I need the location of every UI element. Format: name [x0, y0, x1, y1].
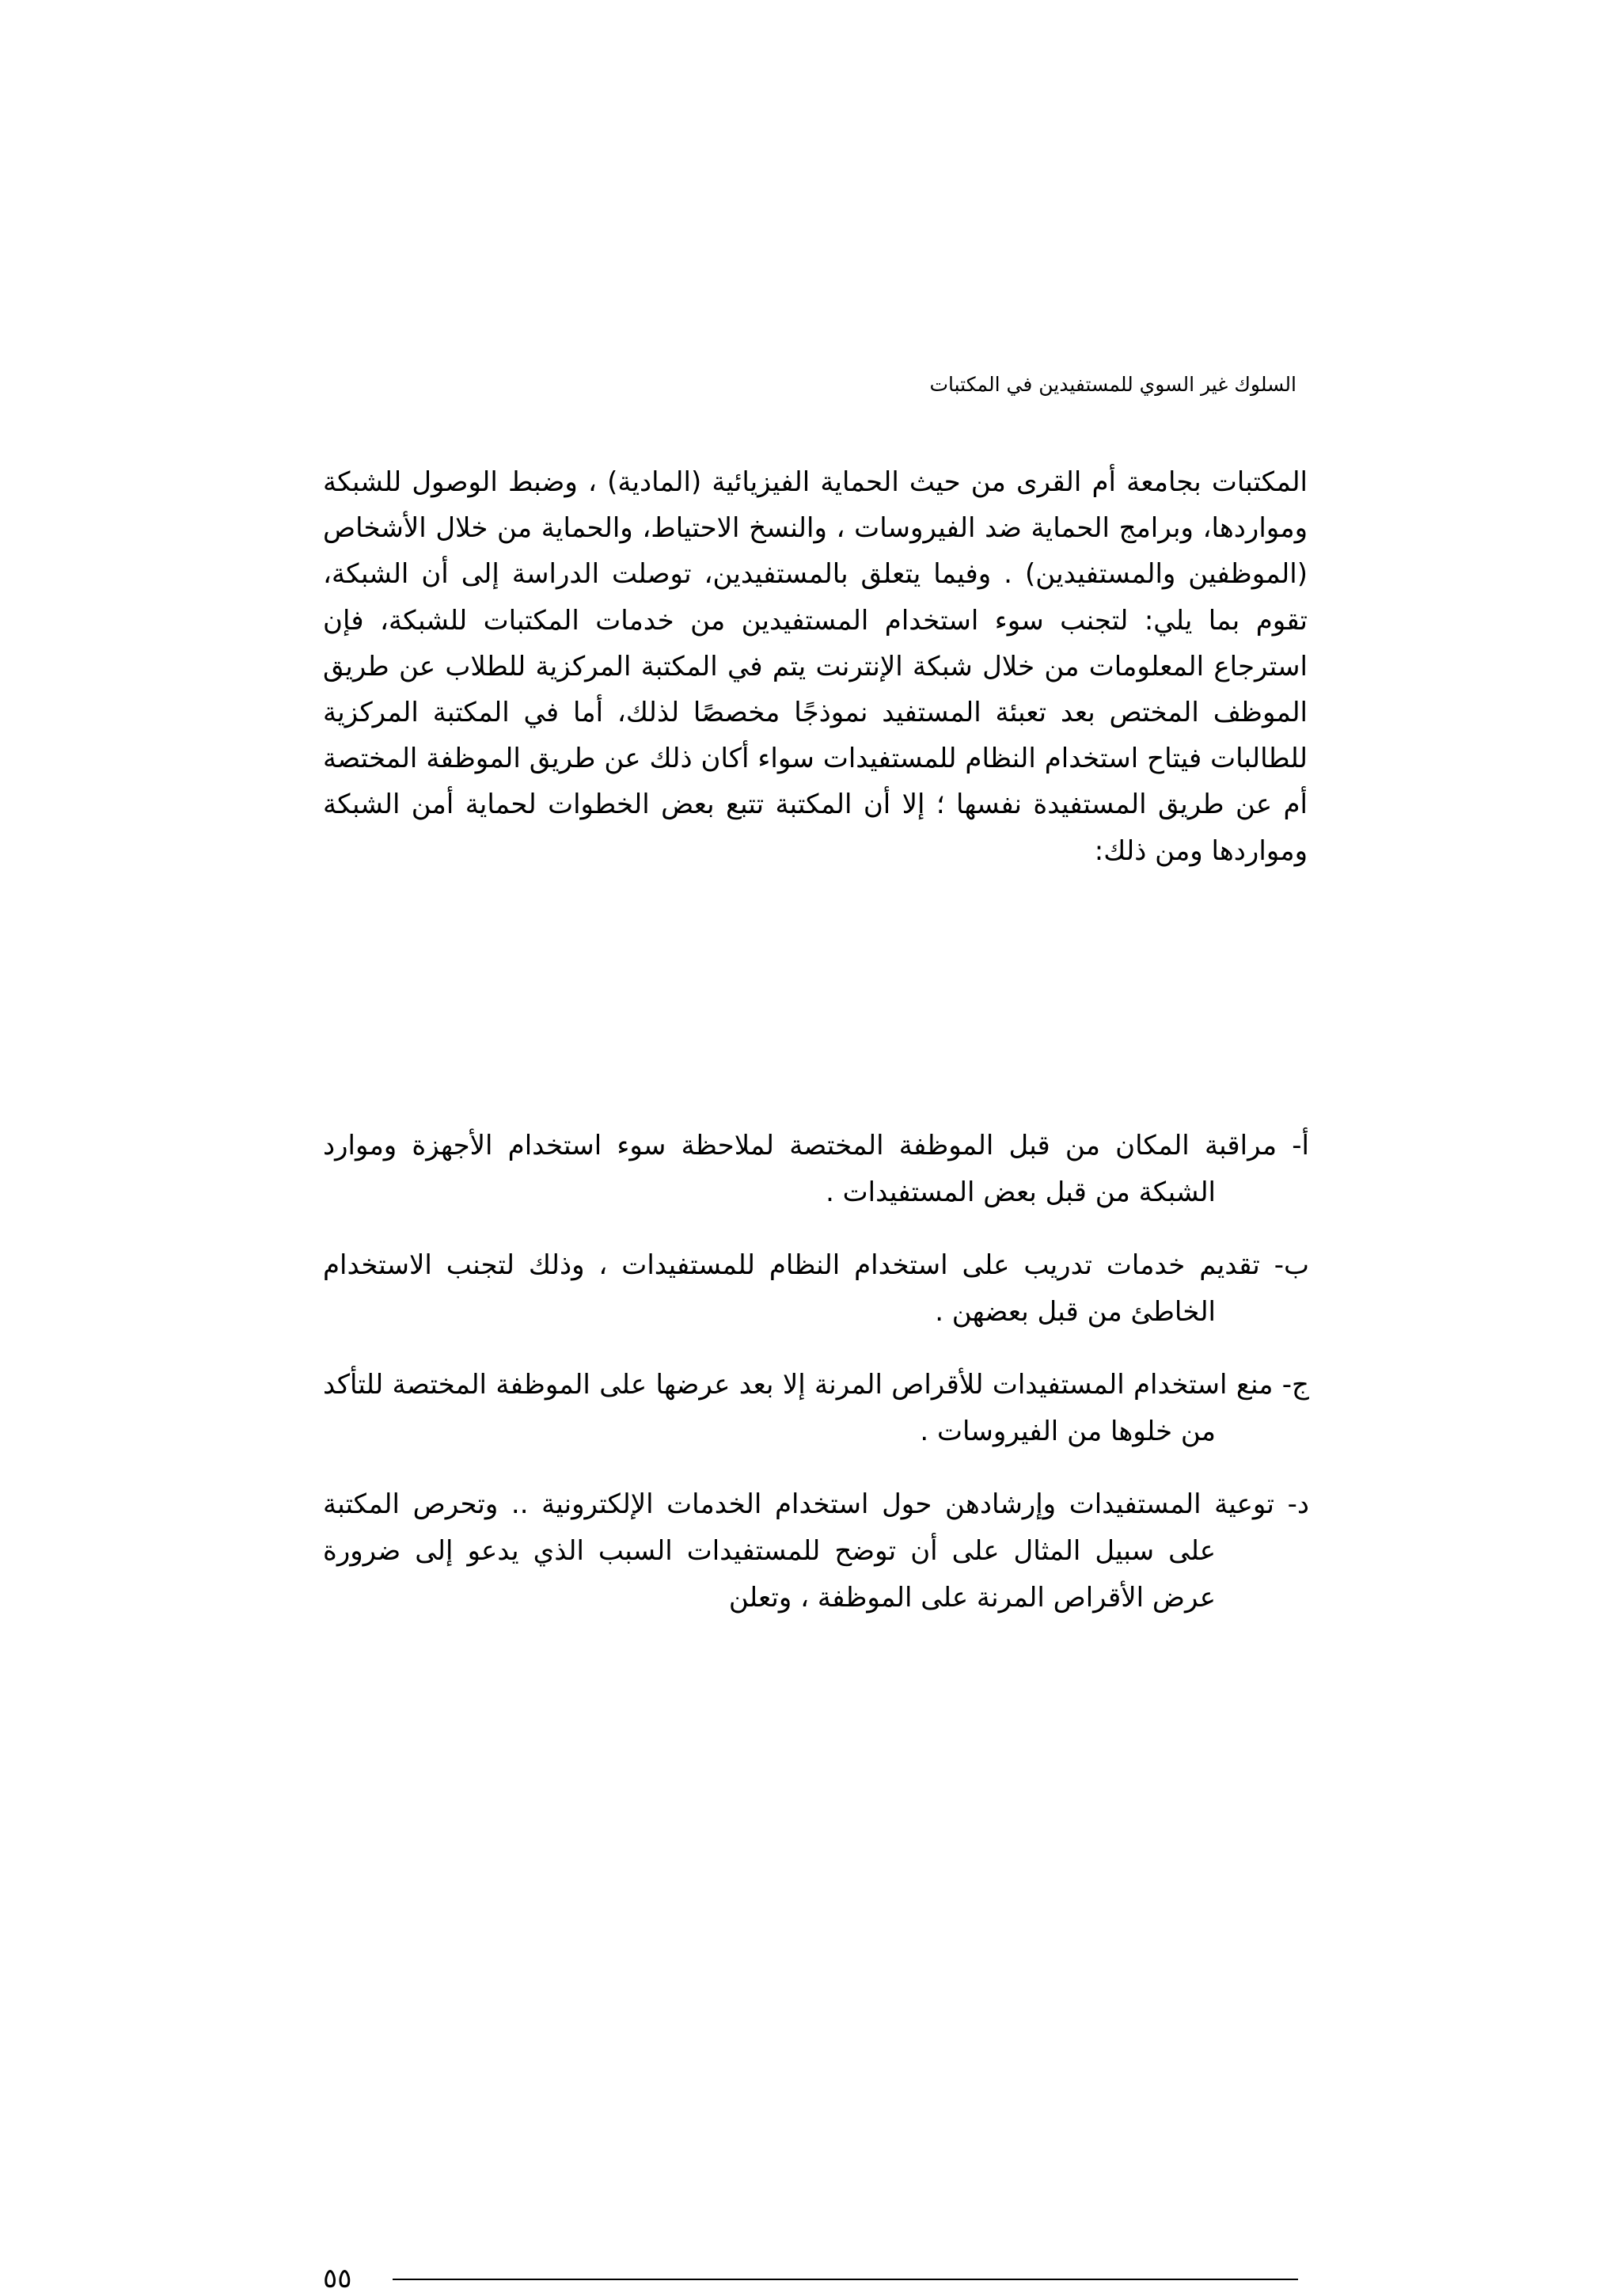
footer-rule	[393, 2279, 1298, 2280]
list-item: أ- مراقبة المكان من قبل الموظفة المختصة لملاحظة سوء استخدام الأجهزة وموارد الشبكة من قبل بعض المستفيدات .	[323, 1130, 1309, 1208]
running-header	[323, 369, 1298, 409]
page-number: ٥٥	[323, 2263, 352, 2294]
page-footer	[323, 2264, 1298, 2296]
list-item: ج- منع استخدام المستفيدات للأقراص المرنة إلا بعد عرضها على الموظفة المختصة للتأكد من خلوها من الفيروسات .	[323, 1369, 1309, 1447]
body-paragraph: المكتبات بجامعة أم القرى من حيث الحماية الفيزيائية (المادية) ، وضبط الوصول للشبكة ومواردها، وبرامج الحماية ضد الفيروسات ، والنسخ الاحتياط، والحماية من خلال الأشخاص (الموظفين والمستفيدين) . وفيما يتعلق بالمستفيدين، توصلت الدراسة إلى أن الشبكة، تقوم بما يلي: لتجنب سوء استخدام المستفيدين من خدمات المكتبات للشبكة، فإن استرجاع المعلومات من خلال شبكة الإنترنت يتم في المكتبة المركزية للطلاب عن طريق الموظف المختص بعد تعبئة المستفيد نموذجًا مخصصًا لذلك، أما في المكتبة المركزية للطالبات فيتاح استخدام النظام للمستفيدات سواء أكان ذلك عن طريق الموظفة المختصة أم عن طريق المستفيدة نفسها ؛ إلا أن المكتبة تتبع بعض الخطوات لحماية أمن الشبكة ومواردها ومن ذلك:	[323, 466, 1308, 867]
list-item: ب- تقديم خدمات تدريب على استخدام النظام للمستفيدات ، وذلك لتجنب الاستخدام الخاطئ من قبل بعضهن .	[323, 1249, 1309, 1328]
steps-list	[323, 1123, 1309, 1648]
list-item: د- توعية المستفيدات وإرشادهن حول استخدام الخدمات الإلكترونية .. وتحرص المكتبة على سبيل المثال على أن توضح للمستفيدات السبب الذي يدعو إلى ضرورة عرض الأقراص المرنة على الموظفة ، وتعلن	[323, 1488, 1309, 1614]
running-title: السلوك غير السوي للمستفيدين في المكتبات	[929, 373, 1296, 396]
